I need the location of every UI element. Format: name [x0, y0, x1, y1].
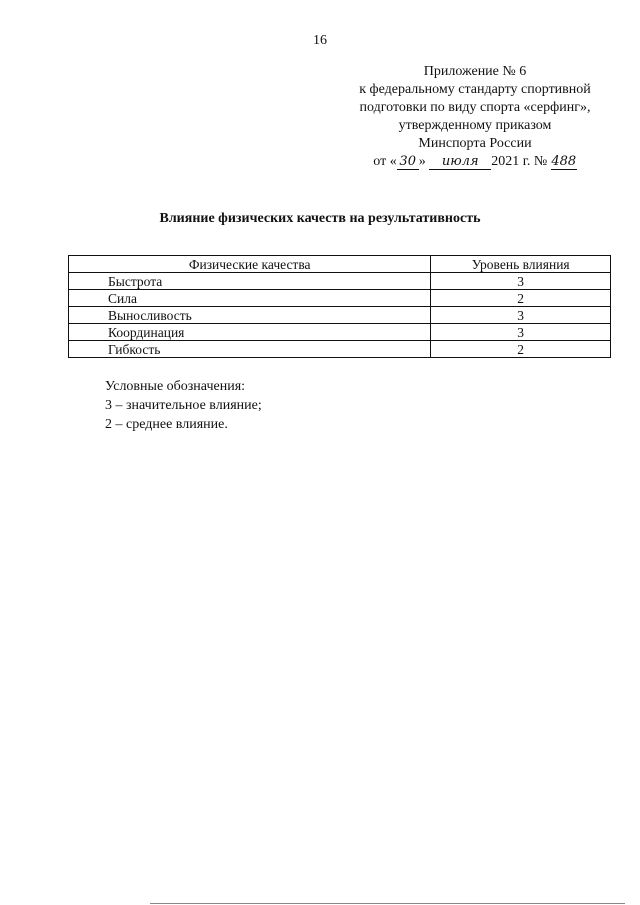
- quality-cell: Выносливость: [69, 307, 431, 324]
- level-cell: 2: [431, 290, 611, 307]
- legend-heading: Условные обозначения:: [105, 379, 246, 394]
- column-header-level: Уровень влияния: [431, 256, 611, 273]
- date-mid: »: [418, 154, 426, 169]
- handwritten-order-number: 488: [551, 154, 577, 169]
- scan-edge-line: [150, 903, 625, 904]
- appendix-line: к федеральному стандарту спортивной: [359, 82, 591, 97]
- handwritten-day: 30: [397, 154, 419, 170]
- page-number: 16: [313, 33, 327, 48]
- appendix-title: Приложение № 6: [423, 64, 527, 79]
- appendix-line: Минспорта России: [418, 136, 532, 151]
- legend-item: 3 – значительное влияние;: [105, 398, 262, 413]
- table-row: [69, 290, 611, 307]
- legend-item: 2 – среднее влияние.: [105, 417, 228, 432]
- appendix-date-line: [330, 153, 620, 171]
- qualities-table: [68, 255, 611, 358]
- level-cell: 2: [431, 341, 611, 358]
- table-header-row: [69, 256, 611, 273]
- table-row: [69, 273, 611, 290]
- quality-cell: Гибкость: [69, 341, 431, 358]
- appendix-line: утвержденному приказом: [398, 118, 552, 133]
- table-row: [69, 324, 611, 341]
- date-prefix: от «: [373, 154, 397, 169]
- document-title: Влияние физических качеств на результативность: [159, 211, 481, 226]
- appendix-header: [330, 63, 620, 171]
- column-header-quality: Физические качества: [69, 256, 431, 273]
- appendix-line: подготовки по виду спорта «серфинг»,: [359, 100, 591, 115]
- quality-cell: Координация: [69, 324, 431, 341]
- level-cell: 3: [431, 307, 611, 324]
- handwritten-month: июля: [429, 154, 491, 170]
- quality-cell: Быстрота: [69, 273, 431, 290]
- legend: [105, 377, 262, 434]
- quality-cell: Сила: [69, 290, 431, 307]
- table-row: [69, 307, 611, 324]
- level-cell: 3: [431, 324, 611, 341]
- level-cell: 3: [431, 273, 611, 290]
- year-text: 2021 г. №: [491, 154, 548, 169]
- table-row: [69, 341, 611, 358]
